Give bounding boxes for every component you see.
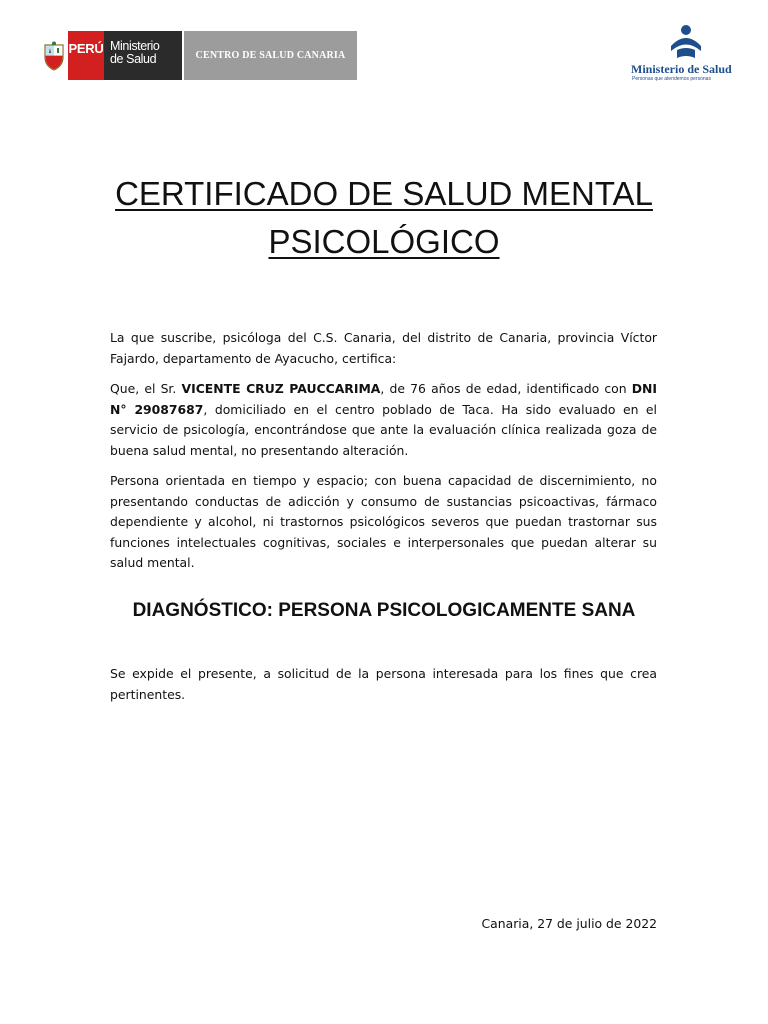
- title-line2: PSICOLÓGICO: [268, 223, 500, 260]
- minsa-logo: [628, 24, 744, 84]
- minsa-person-icon: [668, 24, 704, 62]
- paragraph-assessment: Persona orientada en tiempo y espacio; con buena capacidad de discernimiento, no presentando conductas de adicción y consumo de sustancias psicoactivas, fármaco dependiente y alcohol, ni trastornos psicológicos severos que puedan trastornar sus funciones intelectuales cognitivas, sociales e interpersonales que puedan alterar su salud mental.: [110, 473, 657, 570]
- ministerio-line2: de Salud: [110, 52, 157, 66]
- closing-text: Se expide el presente, a solicitud de la persona interesada para los fines que crea pertinentes.: [110, 666, 657, 702]
- diagnosis-heading: DIAGNÓSTICO: PERSONA PSICOLOGICAMENTE SANA: [132, 600, 636, 621]
- patient-text-a: Que, el Sr.: [110, 381, 182, 396]
- centro-salud-label: CENTRO DE SALUD CANARIA: [184, 31, 357, 80]
- certificate-body: [110, 328, 657, 584]
- coat-of-arms-icon: [40, 31, 68, 80]
- paragraph-intro: La que suscribe, psicóloga del C.S. Canaria, del distrito de Canaria, provincia Víctor Fajardo, departamento de Ayacucho, certifica:: [110, 330, 657, 366]
- minsa-logo-name: Ministerio de Salud: [631, 62, 732, 76]
- minsa-logo-slogan: Personas que atendemos personas: [632, 76, 711, 82]
- header-logo-bar: [40, 31, 357, 80]
- place-date: Canaria, 27 de julio de 2022: [481, 916, 657, 931]
- peru-label: PERÚ: [68, 31, 104, 80]
- patient-name: VICENTE CRUZ PAUCCARIMA: [181, 381, 381, 396]
- ministerio-line1: Ministerio: [110, 39, 160, 53]
- paragraph-patient: [110, 379, 657, 461]
- patient-text-b: , de 76 años de edad, identificado con: [380, 381, 632, 396]
- ministerio-label: [104, 31, 182, 80]
- patient-dni: DNI N° 29087687: [110, 381, 658, 417]
- document-title: [60, 170, 708, 266]
- title-line1: CERTIFICADO DE SALUD MENTAL: [115, 175, 653, 212]
- patient-text-c: , domiciliado en el centro poblado de Taca. Ha sido evaluado en el servicio de psicología, encontrándose que ante la evaluación clínica realizada goza de buena salud mental, no presentando alteración.: [110, 401, 658, 458]
- closing-paragraph: [110, 664, 657, 705]
